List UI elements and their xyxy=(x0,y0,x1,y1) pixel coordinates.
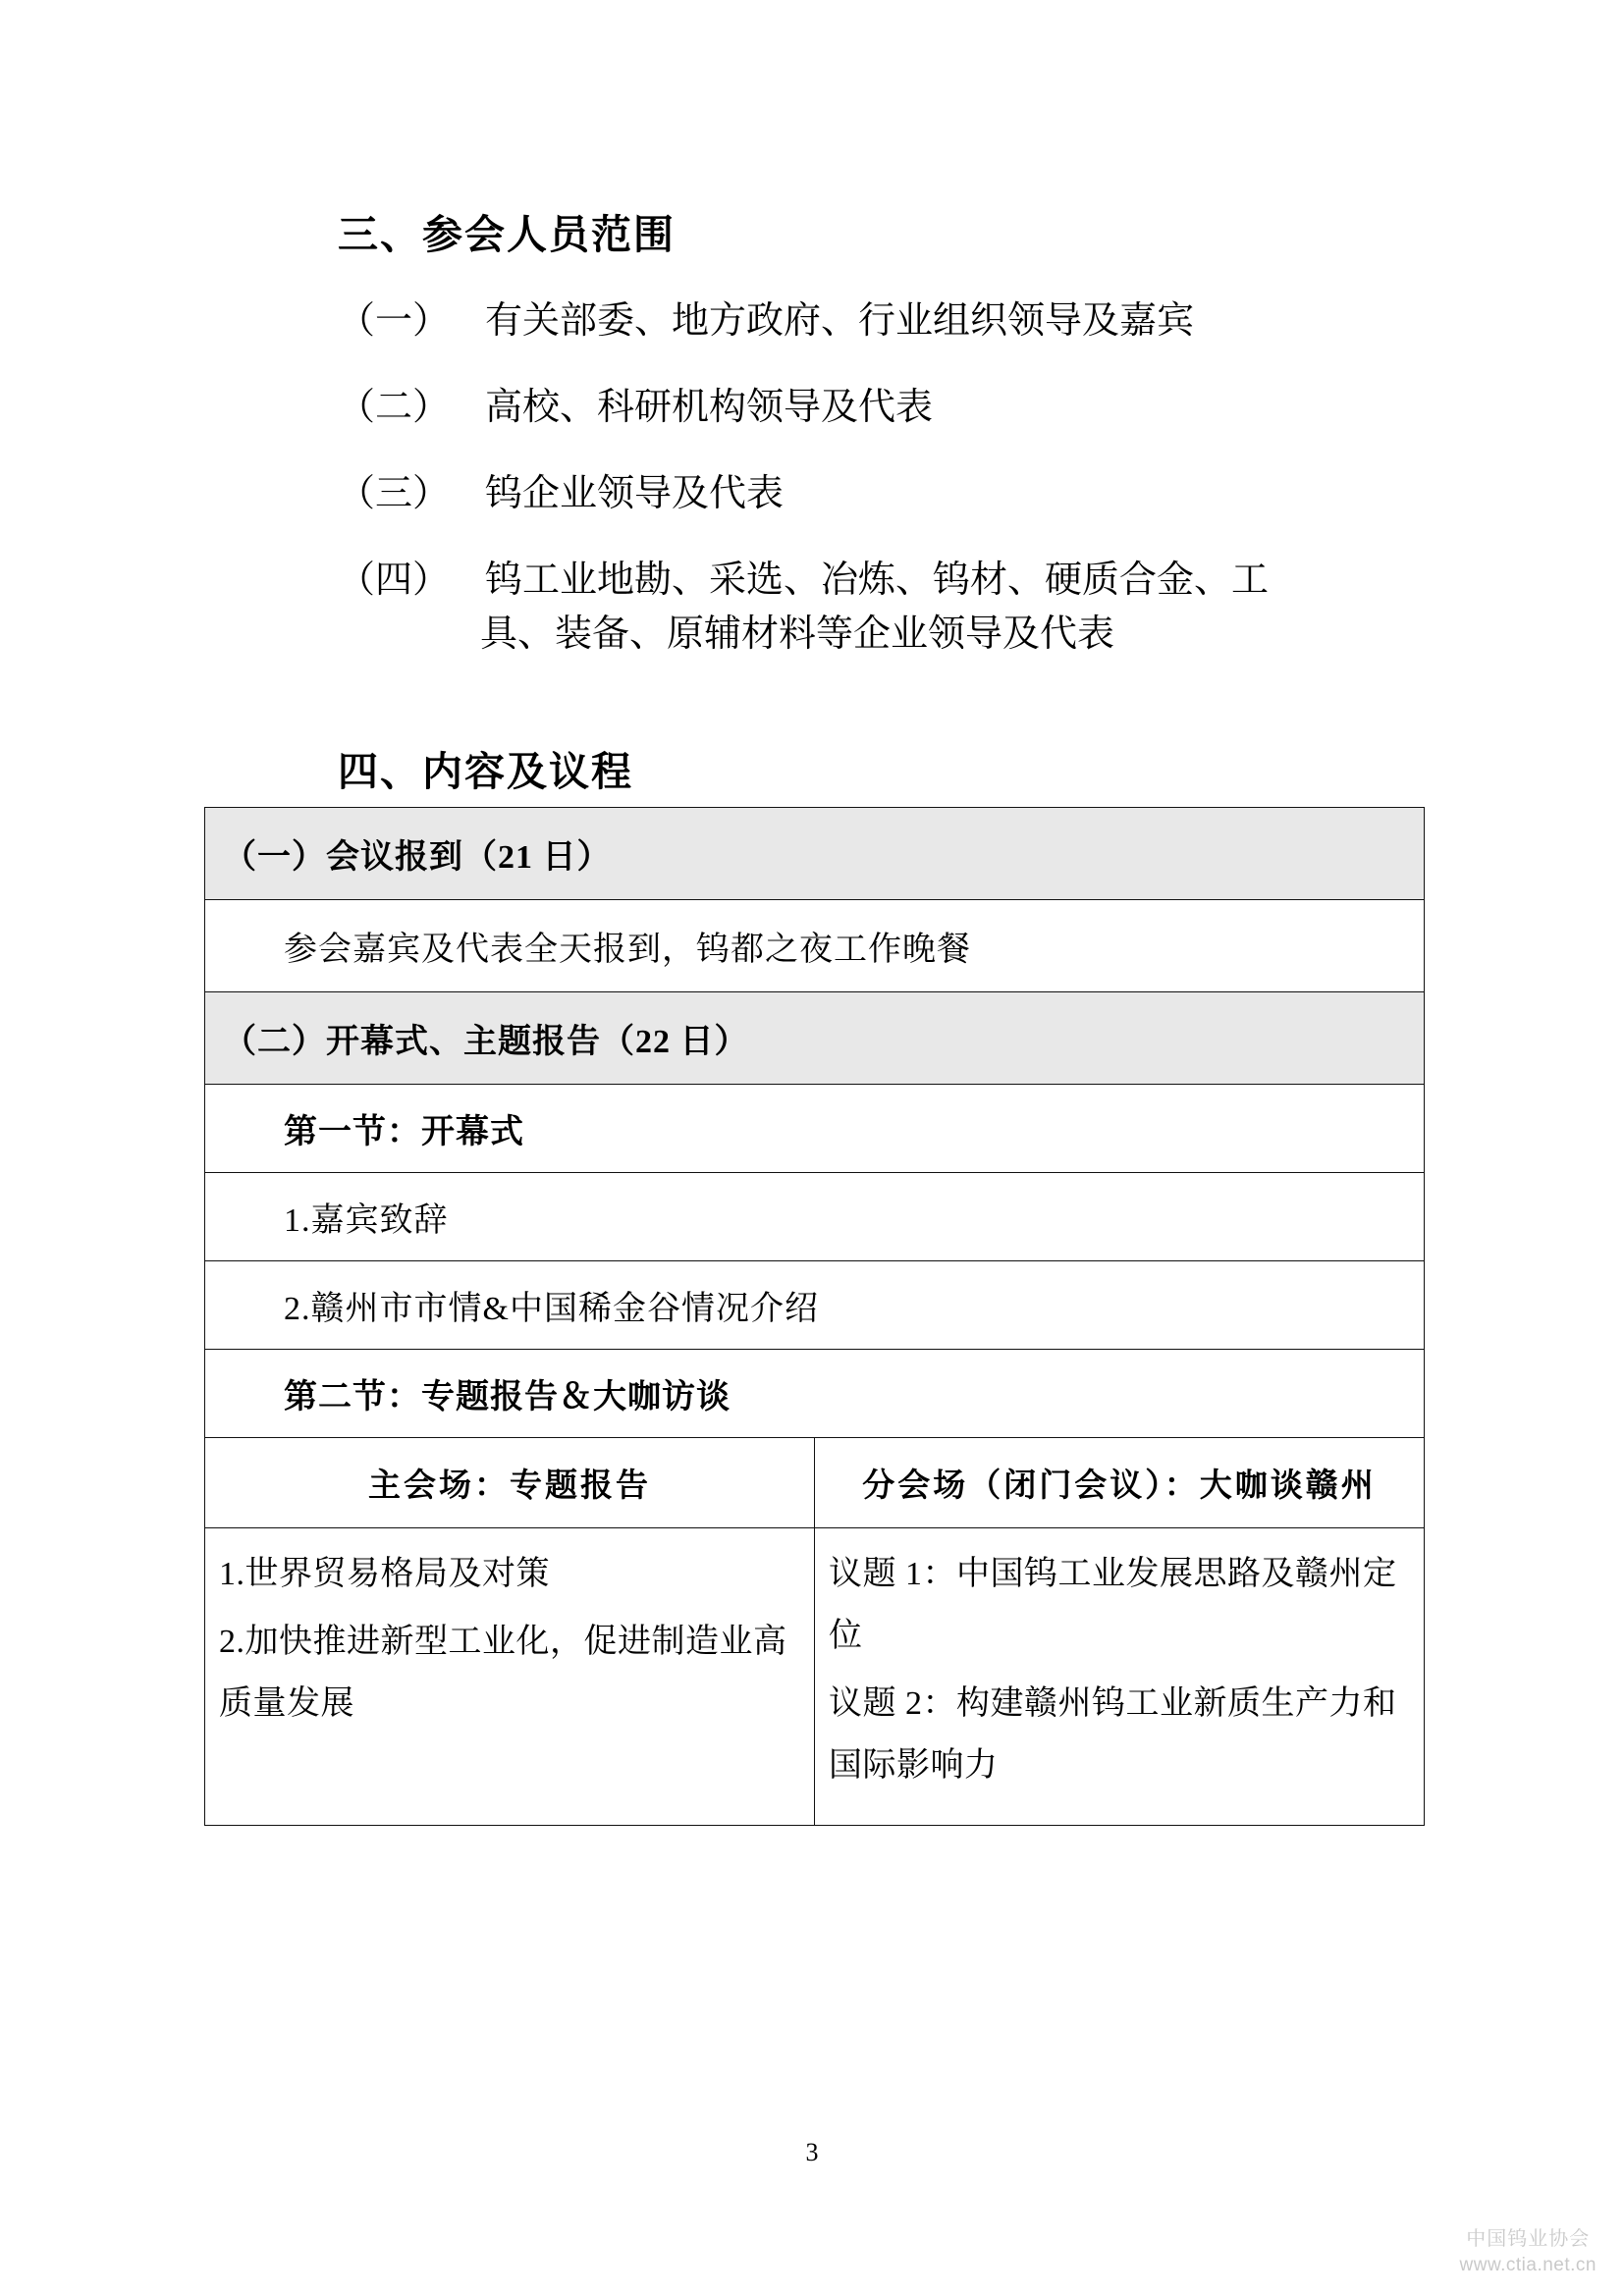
participant-list xyxy=(338,290,1437,689)
watermark-url: www.ctia.net.cn xyxy=(1459,2255,1597,2276)
agenda-main-item-1: 1.世界贸易格局及对策 xyxy=(219,1556,550,1592)
agenda-row-session-one-item-1: 1.嘉宾致辞 xyxy=(205,1173,1425,1261)
table-row xyxy=(205,1085,1425,1173)
agenda-row-registration-header: （一）会议报到（21 日） xyxy=(205,808,1425,900)
list-item xyxy=(338,290,1437,348)
table-row xyxy=(205,1350,1425,1438)
agenda-table xyxy=(204,807,1425,1826)
table-row xyxy=(205,808,1425,900)
list-item-text: 钨企业领导及代表 xyxy=(485,473,785,515)
section-heading-participants: 三、参会人员范围 xyxy=(338,212,676,257)
agenda-row-session-one-item-2: 2.赣州市市情&中国稀金谷情况介绍 xyxy=(205,1261,1425,1350)
agenda-breakout-item-1: 议题 1：中国钨工业发展思路及赣州定位 xyxy=(829,1556,1397,1654)
table-row xyxy=(205,900,1425,992)
watermark xyxy=(1460,2226,1597,2278)
agenda-row-registration-body: 参会嘉宾及代表全天报到，钨都之夜工作晚餐 xyxy=(205,900,1425,992)
list-item-text: 有关部委、地方政府、行业组织领导及嘉宾 xyxy=(485,300,1195,342)
list-item-text-line2: 具、装备、原辅材料等企业领导及代表 xyxy=(480,614,1115,656)
list-item-text xyxy=(480,554,1437,662)
list-item-text: 高校、科研机构领导及代表 xyxy=(485,387,934,429)
watermark-organization: 中国钨业协会 xyxy=(1466,2228,1591,2251)
list-item-marker: （二） xyxy=(338,387,451,429)
agenda-main-session-items xyxy=(205,1528,815,1826)
list-item-marker: （三） xyxy=(338,473,451,515)
section-heading-agenda: 四、内容及议程 xyxy=(338,749,633,794)
agenda-breakout-session-items xyxy=(815,1528,1425,1826)
agenda-row-opening-header: （二）开幕式、主题报告（22 日） xyxy=(205,992,1425,1085)
list-item xyxy=(338,376,1437,435)
list-item xyxy=(338,462,1437,521)
table-row xyxy=(205,992,1425,1085)
agenda-row-session-one-title: 第一节：开幕式 xyxy=(205,1085,1425,1173)
table-row xyxy=(205,1261,1425,1350)
agenda-breakout-item-2: 议题 2：构建赣州钨工业新质生产力和国际影响力 xyxy=(829,1684,1397,1784)
list-item-marker: （四） xyxy=(338,560,451,602)
table-row xyxy=(205,1438,1425,1528)
table-row xyxy=(205,1173,1425,1261)
agenda-column-header-main: 主会场：专题报告 xyxy=(205,1438,815,1528)
agenda-column-header-breakout: 分会场（闭门会议）：大咖谈赣州 xyxy=(815,1438,1425,1528)
agenda-main-item-2: 2.加快推进新型工业化，促进制造业高质量发展 xyxy=(219,1623,787,1722)
list-item-marker: （一） xyxy=(338,300,451,342)
table-row xyxy=(205,1528,1425,1826)
list-item-text-line1: 钨工业地勘、采选、冶炼、钨材、硬质合金、工 xyxy=(485,560,1270,602)
agenda-row-session-two-title: 第二节：专题报告＆大咖访谈 xyxy=(205,1350,1425,1438)
page-number: 3 xyxy=(805,2138,819,2166)
list-item xyxy=(338,549,1437,662)
